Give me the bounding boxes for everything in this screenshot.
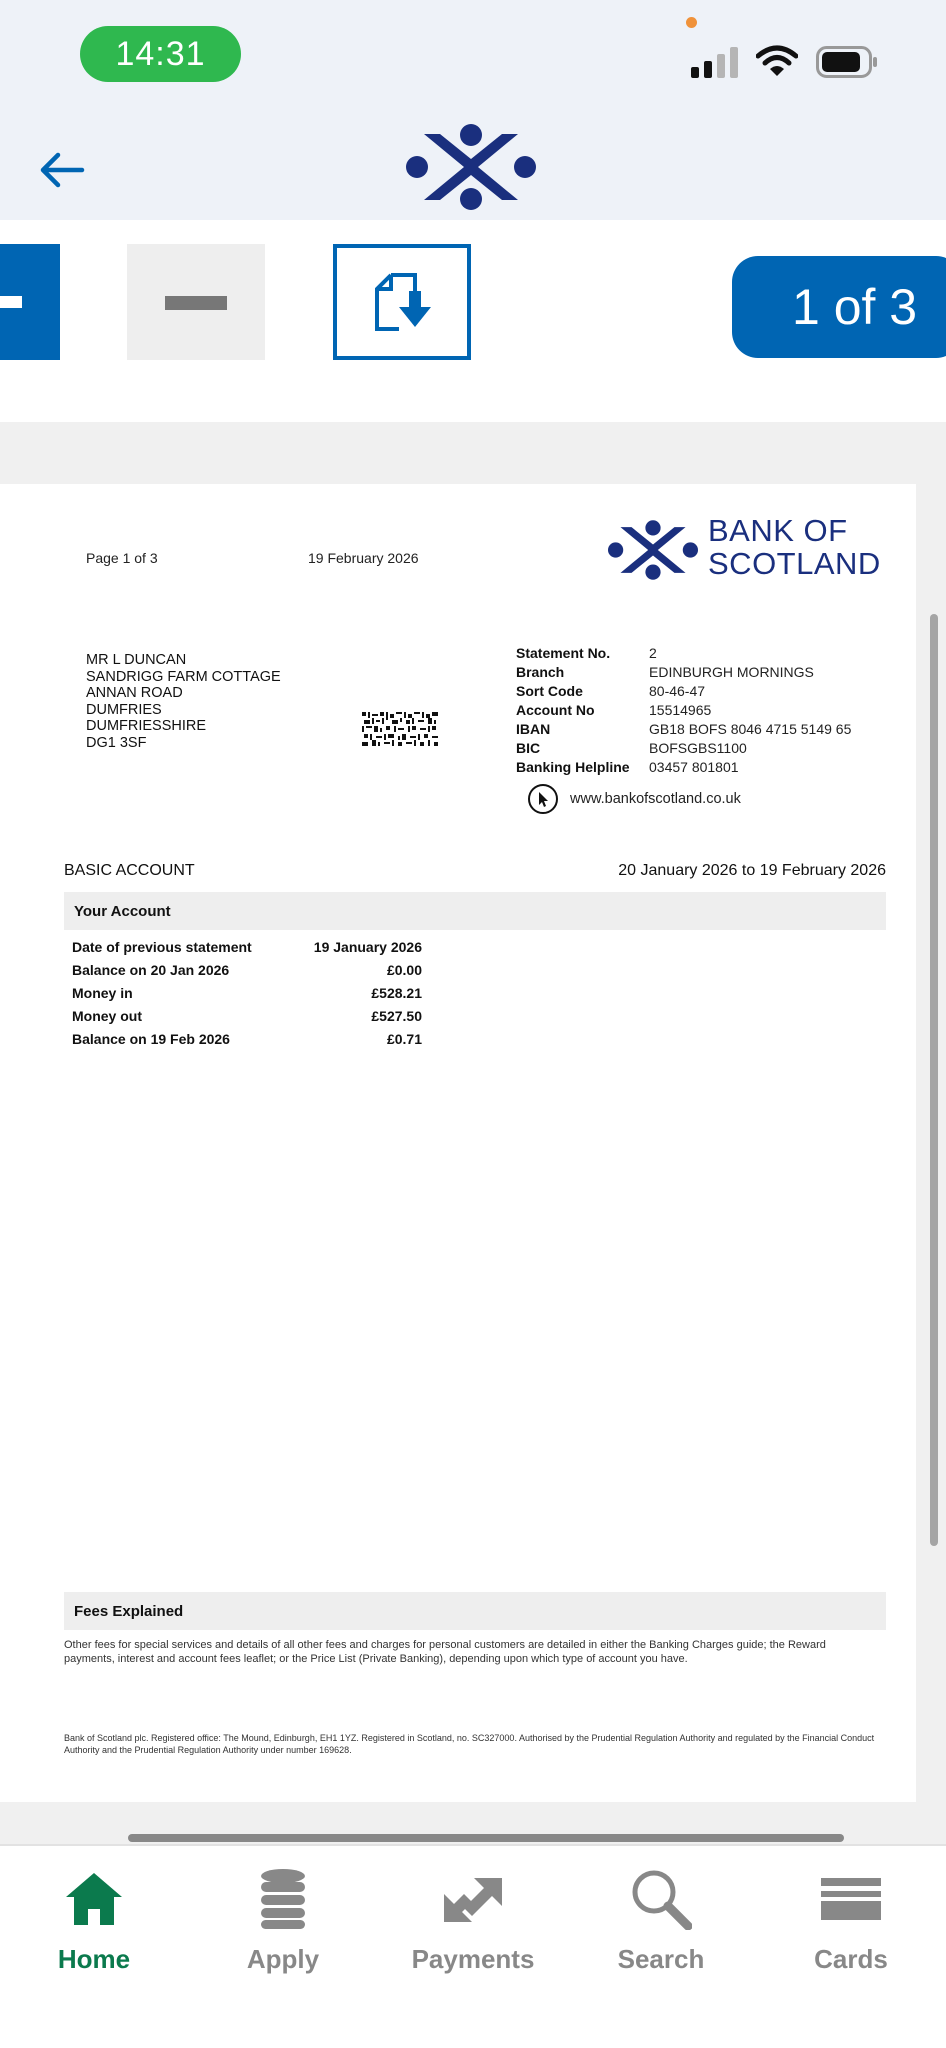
detail-row [516, 758, 851, 777]
legal-footer: Bank of Scotland plc. Registered office: The Mound, Edinburgh, EH1 1YZ. Registered in Scotland, no. SC327000. Authorised by the Prudential Regulation Authority and regulated by the Financial Conduct Authority and the Prudential Regulation Authority under number 169628. [64, 1733, 875, 1755]
detail-value: 80-46-47 [649, 683, 706, 699]
address-line: SANDRIGG FARM COTTAGE [86, 668, 281, 685]
battery-icon [816, 46, 878, 78]
page-indicator-text: 1 of 3 [792, 279, 918, 335]
detail-value: EDINBURGH MORNINGS [649, 664, 814, 680]
nav-cards-label: Cards [814, 1944, 888, 1974]
transfer-arrows-icon [438, 1866, 508, 1932]
summary-row [72, 1028, 422, 1051]
detail-row [516, 644, 851, 663]
detail-label: IBAN [516, 721, 551, 737]
home-icon [59, 1866, 129, 1932]
detail-row [516, 720, 851, 739]
zoom-in-button[interactable] [0, 244, 60, 360]
summary-row [72, 936, 422, 959]
website-link[interactable]: www.bankofscotland.co.uk [570, 791, 741, 807]
nav-search-label: Search [617, 1944, 705, 1974]
nav-cards[interactable] [766, 1866, 936, 1996]
summary-label: Money out [72, 1008, 142, 1024]
detail-row [516, 682, 851, 701]
download-document-icon [369, 271, 435, 333]
nav-apply[interactable] [198, 1866, 368, 1996]
account-details [516, 644, 851, 777]
detail-value: 2 [649, 645, 657, 661]
detail-label: Account No [516, 702, 595, 718]
status-bar [0, 0, 946, 110]
cellular-signal-icon [691, 46, 741, 78]
nav-search[interactable] [576, 1866, 746, 1996]
saltire-logo-icon [608, 518, 698, 582]
detail-label: Statement No. [516, 645, 611, 661]
back-button[interactable] [34, 142, 90, 198]
statement-page [0, 484, 916, 1802]
detail-label: BIC [516, 740, 541, 756]
time-pill[interactable] [80, 26, 241, 82]
detail-value: BOFSGBS1100 [649, 740, 747, 756]
summary-label: Money in [72, 985, 133, 1001]
page-indicator[interactable] [732, 256, 946, 358]
horizontal-scrollbar[interactable] [128, 1834, 844, 1842]
summary-value: £527.50 [371, 1008, 422, 1024]
summary-label: Balance on 20 Jan 2026 [72, 962, 230, 978]
vertical-scrollbar[interactable] [930, 614, 938, 1546]
fees-explained-heading [64, 1592, 886, 1630]
address-line: DUMFRIES [86, 701, 162, 718]
fees-explained-text: Other fees for special services and details of all other fees and charges for personal customers are detailed in either the Banking Charges guide; the Reward payments, interest and account fees leaflet; or the Price List (Private Banking), depending upon which type of account you have. [64, 1639, 826, 1665]
summary-label: Balance on 19 Feb 2026 [72, 1031, 230, 1047]
mail-barcode [362, 712, 438, 746]
detail-label: Branch [516, 664, 565, 680]
document-viewer[interactable] [0, 422, 946, 1844]
nav-home[interactable] [9, 1866, 179, 1996]
detail-row [516, 739, 851, 758]
statement-date: 19 February 2026 [308, 550, 419, 566]
summary-value: £0.71 [386, 1031, 422, 1047]
brand-line-2: SCOTLAND [708, 546, 881, 581]
summary-value: 19 January 2026 [313, 939, 422, 955]
cursor-click-icon [528, 784, 558, 814]
nav-apply-label: Apply [246, 1944, 320, 1974]
detail-value: 03457 801801 [649, 759, 739, 775]
summary-value: £0.00 [386, 962, 422, 978]
address-line: DUMFRIESSHIRE [86, 718, 207, 734]
search-icon [626, 1866, 696, 1932]
zoom-out-button[interactable] [127, 244, 265, 360]
wifi-icon [756, 44, 798, 78]
card-icon [816, 1866, 886, 1932]
detail-row [516, 701, 851, 720]
account-type: BASIC ACCOUNT [64, 862, 195, 879]
zoom-out-icon [165, 296, 227, 310]
coin-stack-icon [248, 1866, 318, 1932]
arrow-left-icon [38, 150, 86, 190]
fees-explained-heading-text: Fees Explained [74, 1602, 184, 1620]
detail-label: Sort Code [516, 683, 583, 699]
bank-of-scotland-logo [608, 514, 898, 586]
detail-label: Banking Helpline [516, 759, 630, 775]
download-button[interactable] [333, 244, 471, 360]
document-toolbar [0, 220, 946, 422]
address-line: ANNAN ROAD [86, 685, 183, 701]
detail-value: 15514965 [649, 702, 712, 718]
address-line: MR L DUNCAN [86, 652, 187, 668]
nav-payments-label: Payments [411, 1944, 535, 1974]
bottom-navigation [0, 1844, 946, 2048]
detail-row [516, 663, 851, 682]
app-header [0, 110, 946, 220]
account-summary [72, 936, 422, 1051]
your-account-heading [64, 892, 886, 930]
nav-payments[interactable] [388, 1866, 558, 1996]
brand-name [708, 514, 881, 580]
address-line: DG1 3SF [86, 734, 147, 751]
customer-address [86, 652, 281, 751]
statement-period: 20 January 2026 to 19 February 2026 [618, 862, 886, 879]
status-time: 14:31 [115, 34, 206, 73]
detail-value: GB18 BOFS 8046 4715 5149 65 [649, 721, 852, 737]
summary-row [72, 959, 422, 982]
summary-value: £528.21 [371, 985, 422, 1001]
summary-label: Date of previous statement [72, 939, 252, 955]
page-info: Page 1 of 3 [86, 550, 158, 566]
zoom-in-icon [0, 296, 22, 308]
summary-row [72, 982, 422, 1005]
website-row[interactable] [528, 784, 741, 814]
summary-row [72, 1005, 422, 1028]
brand-line-1: BANK OF [708, 513, 848, 548]
your-account-heading-text: Your Account [74, 902, 171, 920]
privacy-indicator-dot [686, 17, 697, 28]
nav-home-label: Home [57, 1944, 131, 1974]
bank-of-scotland-saltire-icon [406, 122, 536, 212]
